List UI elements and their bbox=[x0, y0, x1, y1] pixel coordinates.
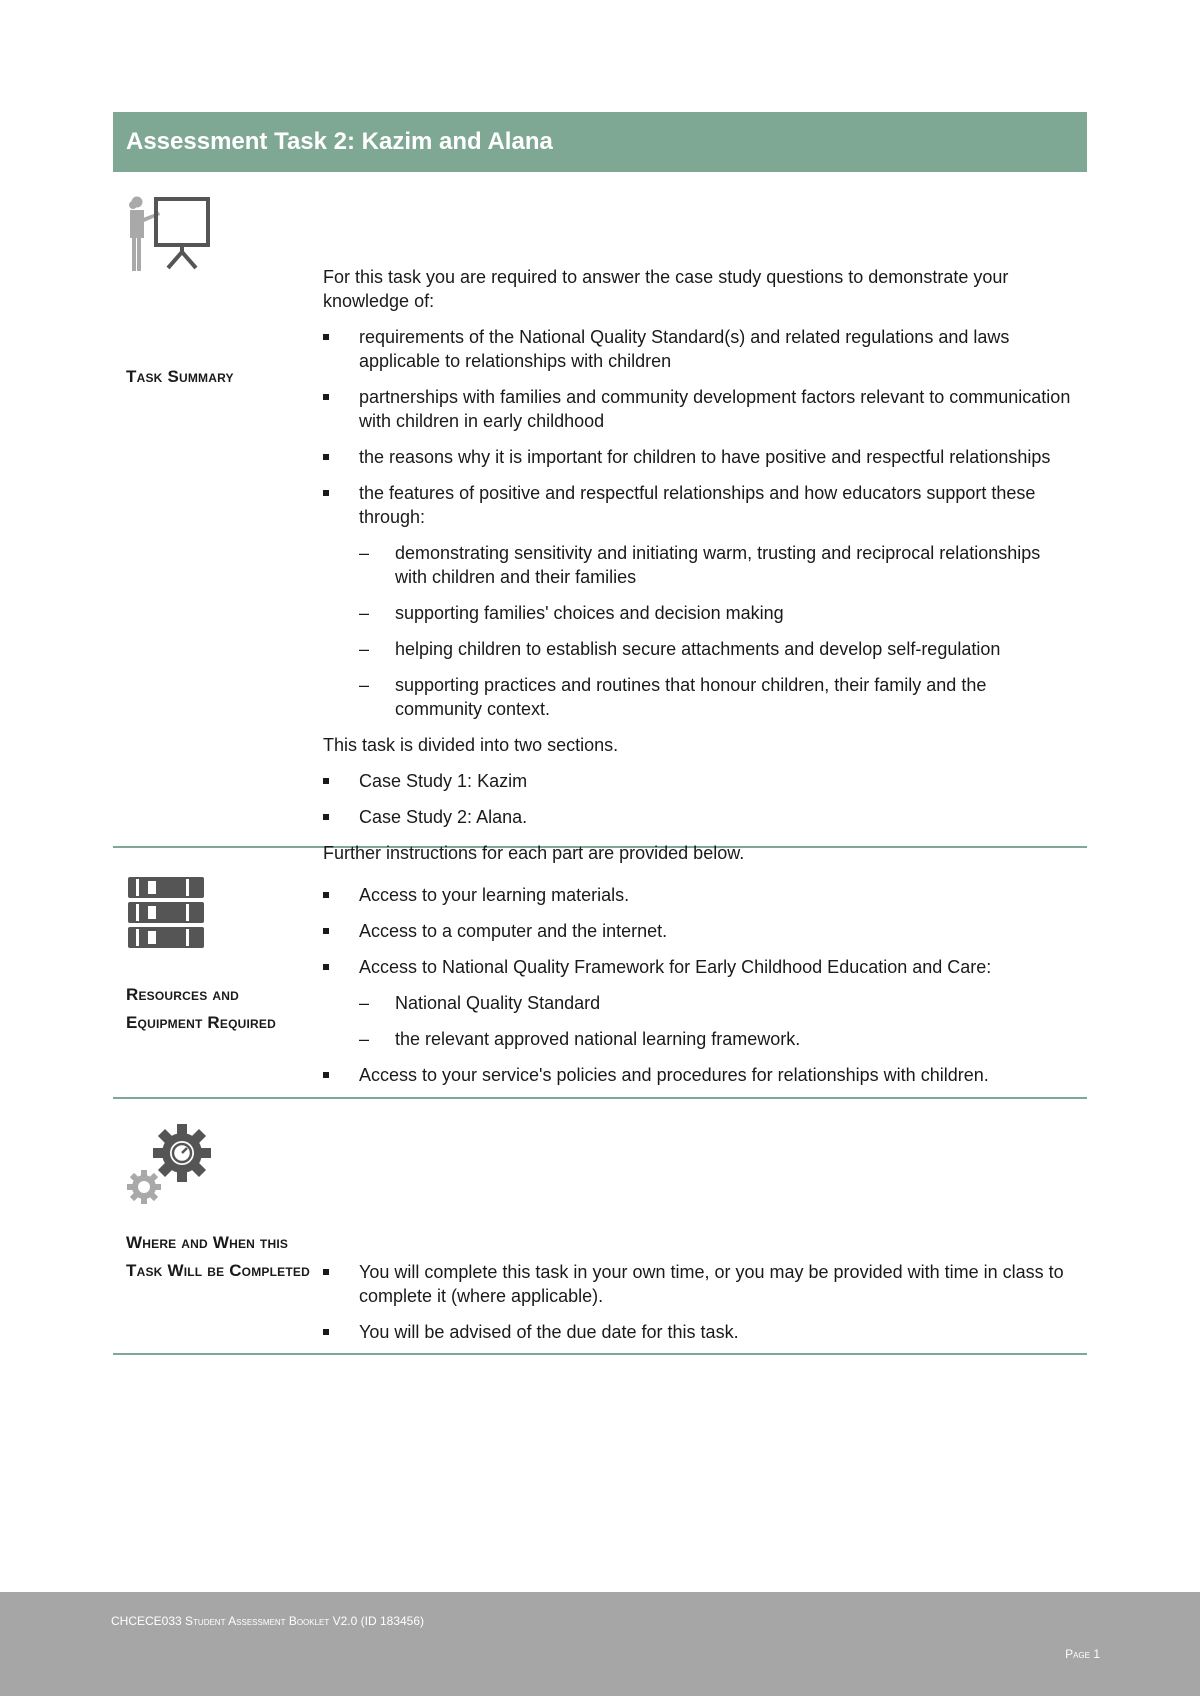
gears-icon bbox=[126, 1123, 216, 1210]
where-when-left bbox=[113, 1099, 323, 1353]
resources-label: Resources and Equipment Required bbox=[126, 985, 276, 1032]
resources-section bbox=[113, 848, 1087, 1099]
where-when-label: Where and When this Task Will be Completed bbox=[126, 1233, 310, 1280]
task-summary-content bbox=[323, 172, 1087, 863]
task-summary-section bbox=[113, 172, 1087, 863]
where-when-section bbox=[113, 1099, 1087, 1355]
dash-icon: – bbox=[359, 993, 370, 1013]
list-item: – the relevant approved national learning framework. bbox=[359, 1029, 801, 1049]
resources-content bbox=[323, 848, 1087, 1097]
bullet-icon bbox=[323, 1329, 329, 1335]
bullet-icon bbox=[323, 454, 329, 460]
list-item: You will be advised of the due date for this task. bbox=[323, 1320, 1077, 1344]
task-sections-list bbox=[323, 769, 1077, 829]
bullet-icon bbox=[323, 964, 329, 970]
task-summary-bullets bbox=[323, 325, 1077, 721]
list-item: Access to National Quality Framework for Early Childhood Education and Care: – National Quality Standard – the relevant approved national learning framework. bbox=[323, 955, 1077, 1051]
footer-document-id: CHCECE033 Student Assessment Booklet V2.0 (ID 183456) bbox=[111, 1614, 425, 1628]
resources-left bbox=[113, 848, 323, 1097]
list-item: Access to your service's policies and procedures for relationships with children. bbox=[323, 1063, 1077, 1087]
bullet-icon bbox=[323, 490, 329, 496]
list-item: – supporting practices and routines that honour children, their family and the community context. bbox=[359, 675, 987, 719]
list-item: the features of positive and respectful relationships and how educators support these through: – demonstrating sensitivity and initiating warm, trusting and reciprocal relationships with children and their families – supporting families' choices and decision making – helping children to establish secure attachments and develop self-regulation – supporting practices and routines that honour children, their family and the community context. bbox=[323, 481, 1077, 721]
list-item: partnerships with families and community development factors relevant to communication with children in early childhood bbox=[323, 385, 1077, 433]
list-item: Access to a computer and the internet. bbox=[323, 919, 1077, 943]
bullet-icon bbox=[323, 1269, 329, 1275]
bullet-icon bbox=[323, 814, 329, 820]
bullet-icon bbox=[323, 928, 329, 934]
dash-icon: – bbox=[359, 1029, 370, 1049]
resources-sub-bullets bbox=[359, 991, 1077, 1051]
bullet-icon bbox=[323, 892, 329, 898]
task-summary-closing: Further instructions for each part are provided below. bbox=[323, 843, 745, 863]
where-when-content bbox=[323, 1099, 1087, 1353]
page-footer bbox=[0, 1592, 1200, 1696]
dash-icon: – bbox=[359, 603, 370, 623]
list-item: Case Study 1: Kazim bbox=[323, 769, 1077, 793]
bullet-icon bbox=[323, 334, 329, 340]
list-item: – National Quality Standard bbox=[359, 993, 601, 1013]
task-title: Assessment Task 2: Kazim and Alana bbox=[126, 128, 553, 155]
bullet-icon bbox=[323, 394, 329, 400]
list-item: – demonstrating sensitivity and initiating warm, trusting and reciprocal relationships with children and their families bbox=[359, 543, 1041, 587]
books-icon bbox=[126, 876, 208, 955]
task-summary-intro: For this task you are required to answer the case study questions to demonstrate your knowledge of: bbox=[323, 267, 1009, 311]
dash-icon: – bbox=[359, 639, 370, 659]
task-summary-sub-bullets bbox=[359, 541, 1077, 721]
resources-bullets bbox=[323, 883, 1077, 1087]
dash-icon: – bbox=[359, 543, 370, 563]
list-item: Access to your learning materials. bbox=[323, 883, 1077, 907]
list-item: – helping children to establish secure attachments and develop self-regulation bbox=[359, 639, 1001, 659]
bullet-icon bbox=[323, 778, 329, 784]
footer-page-number: Page 1 bbox=[1065, 1647, 1100, 1661]
list-item: requirements of the National Quality Standard(s) and related regulations and laws applicable to relationships with children bbox=[323, 325, 1077, 373]
bullet-icon bbox=[323, 1072, 329, 1078]
list-item: – supporting families' choices and decision making bbox=[359, 603, 784, 623]
dash-icon: – bbox=[359, 675, 370, 695]
task-sections-intro: This task is divided into two sections. bbox=[323, 735, 619, 755]
where-when-bullets bbox=[323, 1260, 1077, 1344]
task-title-bar bbox=[113, 112, 1087, 172]
task-summary-label: Task Summary bbox=[126, 367, 234, 386]
presenter-icon bbox=[126, 196, 212, 279]
list-item: Case Study 2: Alana. bbox=[323, 805, 1077, 829]
list-item: You will complete this task in your own time, or you may be provided with time in class to complete it (where applicable). bbox=[323, 1260, 1077, 1308]
list-item: the reasons why it is important for children to have positive and respectful relationships bbox=[323, 445, 1077, 469]
page-content bbox=[113, 112, 1087, 1355]
task-summary-left bbox=[113, 172, 323, 846]
